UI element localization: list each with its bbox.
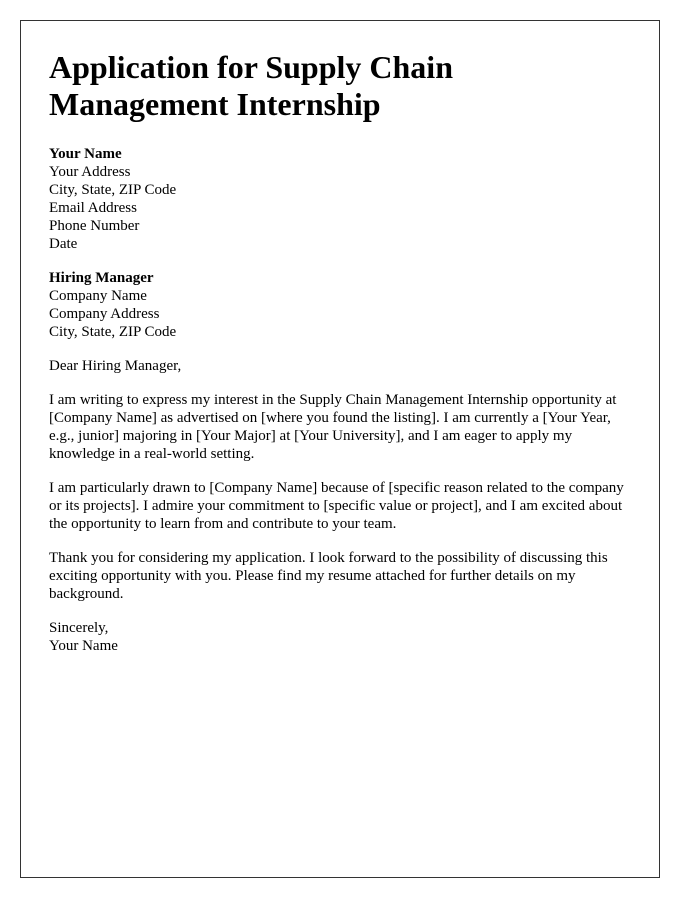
- recipient-company-address: Company Address: [49, 306, 160, 322]
- sender-name: Your Name: [49, 146, 122, 162]
- salutation: Dear Hiring Manager,: [49, 358, 182, 374]
- recipient-block: [49, 269, 627, 341]
- letter-page: [20, 20, 660, 878]
- recipient-name: Hiring Manager: [49, 270, 154, 286]
- body-paragraph: I am writing to express my interest in the Supply Chain Management Internship opportunity at [Company Name] as advertised on [where you found the listing]. I am currently a [Your Year, e.g., junior] majoring in [Your Major] at [Your University], and I am eager to apply my knowledge in a real-world setting.: [49, 392, 617, 462]
- closing: Sincerely,: [49, 620, 109, 636]
- letter-content: [49, 49, 627, 671]
- sender-city-state-zip: City, State, ZIP Code: [49, 182, 177, 198]
- body-paragraph: I am particularly drawn to [Company Name] because of [specific reason related to the company or its projects]. I admire your commitment to [specific value or project], and I am excited about the opportunity to learn from and contribute to your team.: [49, 480, 624, 532]
- sender-block: [49, 145, 627, 253]
- letter-title: Application for Supply Chain Management Internship: [49, 49, 453, 122]
- recipient-company: Company Name: [49, 288, 147, 304]
- sender-phone: Phone Number: [49, 218, 140, 234]
- sender-email: Email Address: [49, 200, 137, 216]
- sender-address: Your Address: [49, 164, 131, 180]
- signature: Your Name: [49, 638, 118, 654]
- recipient-city-state-zip: City, State, ZIP Code: [49, 324, 177, 340]
- closing-block: [49, 619, 627, 655]
- sender-date: Date: [49, 236, 78, 252]
- body-paragraph: Thank you for considering my application. I look forward to the possibility of discussing this exciting opportunity with you. Please find my resume attached for further details on my background.: [49, 550, 608, 602]
